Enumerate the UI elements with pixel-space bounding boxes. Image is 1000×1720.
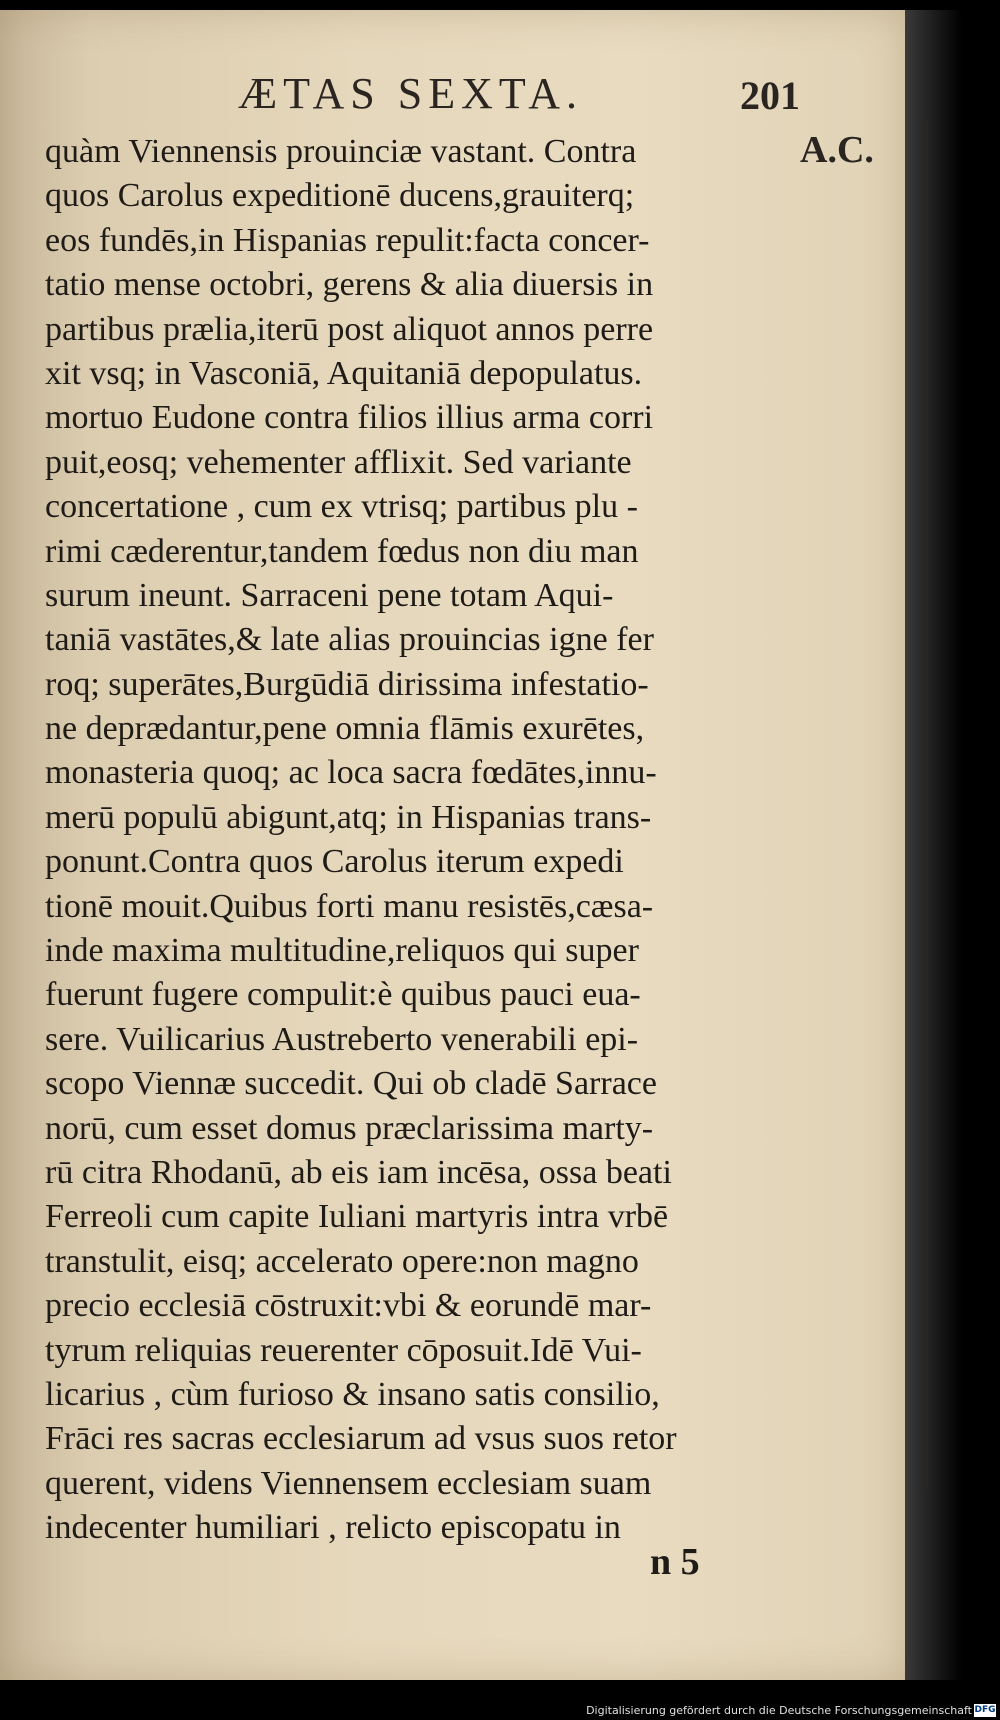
text-line: norū, cum esset domus præclarissima marty- [45, 1109, 654, 1147]
text-line: licarius , cùm furioso & insano satis consilio, [45, 1375, 660, 1413]
text-line: merū populū abigunt,atq; in Hispanias trans- [45, 798, 652, 836]
page-number: 201 [740, 73, 800, 118]
text-line: ne deprædantur,pene omnia flāmis exurētes, [45, 710, 645, 748]
text-line: querent, videns Viennensem ecclesiam suam [45, 1464, 652, 1502]
margin-note-anno-christi: A.C. [800, 129, 874, 171]
text-line: transtulit, eisq; accelerato opere:non magno [45, 1242, 639, 1280]
text-line: puit,eosq; vehementer afflixit. Sed variante [45, 443, 632, 481]
text-line: precio ecclesiā cōstruxit:vbi & eorundē mar- [45, 1287, 652, 1325]
page-edge-shadow [905, 10, 1000, 1680]
body-text [45, 130, 875, 1551]
margin-rule [925, 120, 928, 1490]
running-head [0, 68, 905, 128]
text-line: Frāci res sacras ecclesiarum ad vsus suos retor [45, 1420, 677, 1458]
text-line: inde maxima multitudine,reliquos qui super [45, 932, 639, 970]
text-line: xit vsq; in Vasconiā, Aquitaniā depopulatus. [45, 354, 643, 392]
text-line: quàm Viennensis prouinciæ vastant. Contra [45, 133, 637, 170]
text-line: tyrum reliquias reuerenter cōposuit.Idē Vui- [45, 1331, 642, 1369]
dfg-logo-icon: DFG [974, 1705, 996, 1715]
digitization-footer [0, 1698, 1000, 1720]
text-line: rimi cæderentur,tandem fœdus non diu man [45, 532, 639, 570]
text-line: rū citra Rhodanū, ab eis iam incēsa, ossa beati [45, 1153, 672, 1191]
text-line: scopo Viennæ succedit. Qui ob cladē Sarrace [45, 1065, 657, 1103]
text-line: roq; superātes,Burgūdiā dirissima infestatio- [45, 665, 649, 703]
running-head-title: ÆTAS SEXTA. [238, 69, 583, 118]
text-line: mortuo Eudone contra filios illius arma corri [45, 399, 654, 437]
text-line: surum ineunt. Sarraceni pene totam Aqui- [45, 576, 614, 614]
text-line: fuerunt fugere compulit:è quibus pauci eua- [45, 976, 641, 1014]
signature-mark: n 5 [650, 1541, 700, 1583]
text-line: concertatione , cum ex vtrisq; partibus plu - [45, 488, 638, 526]
text-line: tionē mouit.Quibus forti manu resistēs,cæsa- [45, 887, 654, 925]
text-line: ponunt.Contra quos Carolus iterum expedi [45, 843, 624, 881]
text-line: taniā vastātes,& late alias prouincias igne fer [45, 621, 654, 659]
text-line: eos fundēs,in Hispanias repulit:facta concer- [45, 221, 650, 259]
text-line: Ferreoli cum capite Iuliani martyris intra vrbē [45, 1198, 669, 1236]
text-line: quos Carolus expeditionē ducens,grauiterq; [45, 177, 635, 215]
text-line: tatio mense octobri, gerens & alia diuersis in [45, 266, 654, 304]
text-line: indecenter humiliari , relicto episcopatu in [45, 1509, 621, 1547]
text-line: monasteria quoq; ac loca sacra fœdātes,innu- [45, 754, 657, 792]
text-line: partibus prælia,iterū post aliquot annos perre [45, 310, 654, 348]
text-line: sere. Vuilicarius Austreberto venerabili epi- [45, 1020, 639, 1058]
footer-credit: Digitalisierung gefördert durch die Deutsche Forschungsgemeinschaft [586, 1704, 972, 1717]
